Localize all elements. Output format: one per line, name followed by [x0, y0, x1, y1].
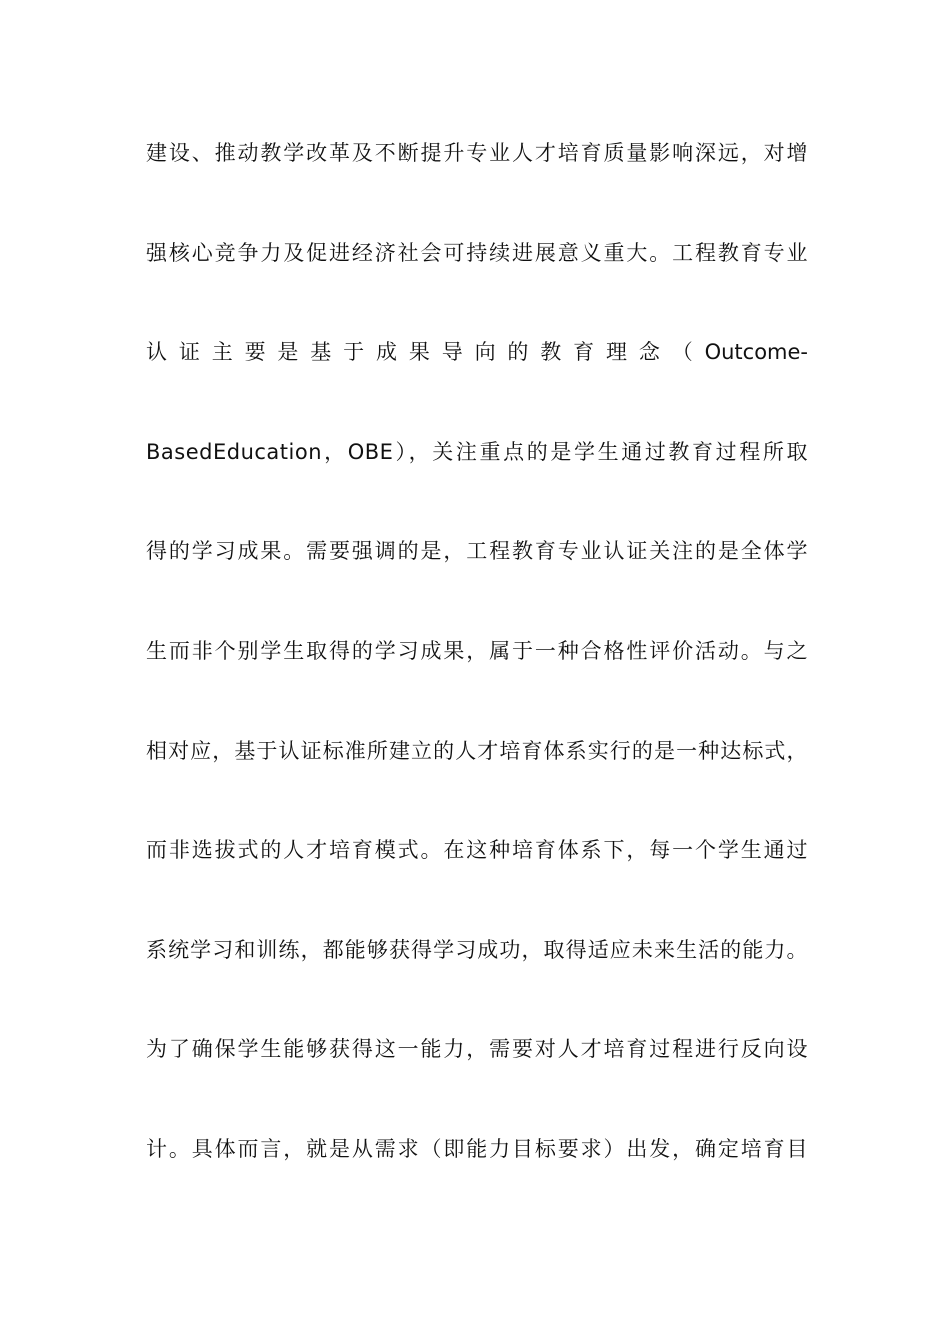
text-line: 为了确保学生能够获得这一能力，需要对人才培育过程进行反向设 [146, 1037, 808, 1062]
text-line: BasedEducation，OBE），关注重点的是学生通过教育过程所取 [146, 439, 808, 464]
text-line: 得的学习成果。需要强调的是，工程教育专业认证关注的是全体学 [146, 539, 808, 564]
body-text [146, 131, 808, 1227]
text-line: 而非选拔式的人才培育模式。在这种培育体系下，每一个学生通过 [146, 838, 808, 863]
text-line: 系统学习和训练，都能够获得学习成功，取得适应未来生活的能力。 [146, 937, 808, 962]
text-line: 计。具体而言，就是从需求（即能力目标要求）出发，确定培育目 [146, 1136, 808, 1161]
text-line: 建设、推动教学改革及不断提升专业人才培育质量影响深远，对增 [146, 141, 808, 165]
text-line: 认 证 主 要 是 基 于 成 果 导 向 的 教 育 理 念 （ Outcome- [146, 340, 808, 365]
text-line: 生而非个别学生取得的学习成果，属于一种合格性评价活动。与之 [146, 638, 808, 663]
text-line: 强核心竞争力及促进经济社会可持续进展意义重大。工程教育专业 [146, 240, 808, 265]
text-line: 相对应，基于认证标准所建立的人才培育体系实行的是一种达标式， [146, 738, 808, 763]
